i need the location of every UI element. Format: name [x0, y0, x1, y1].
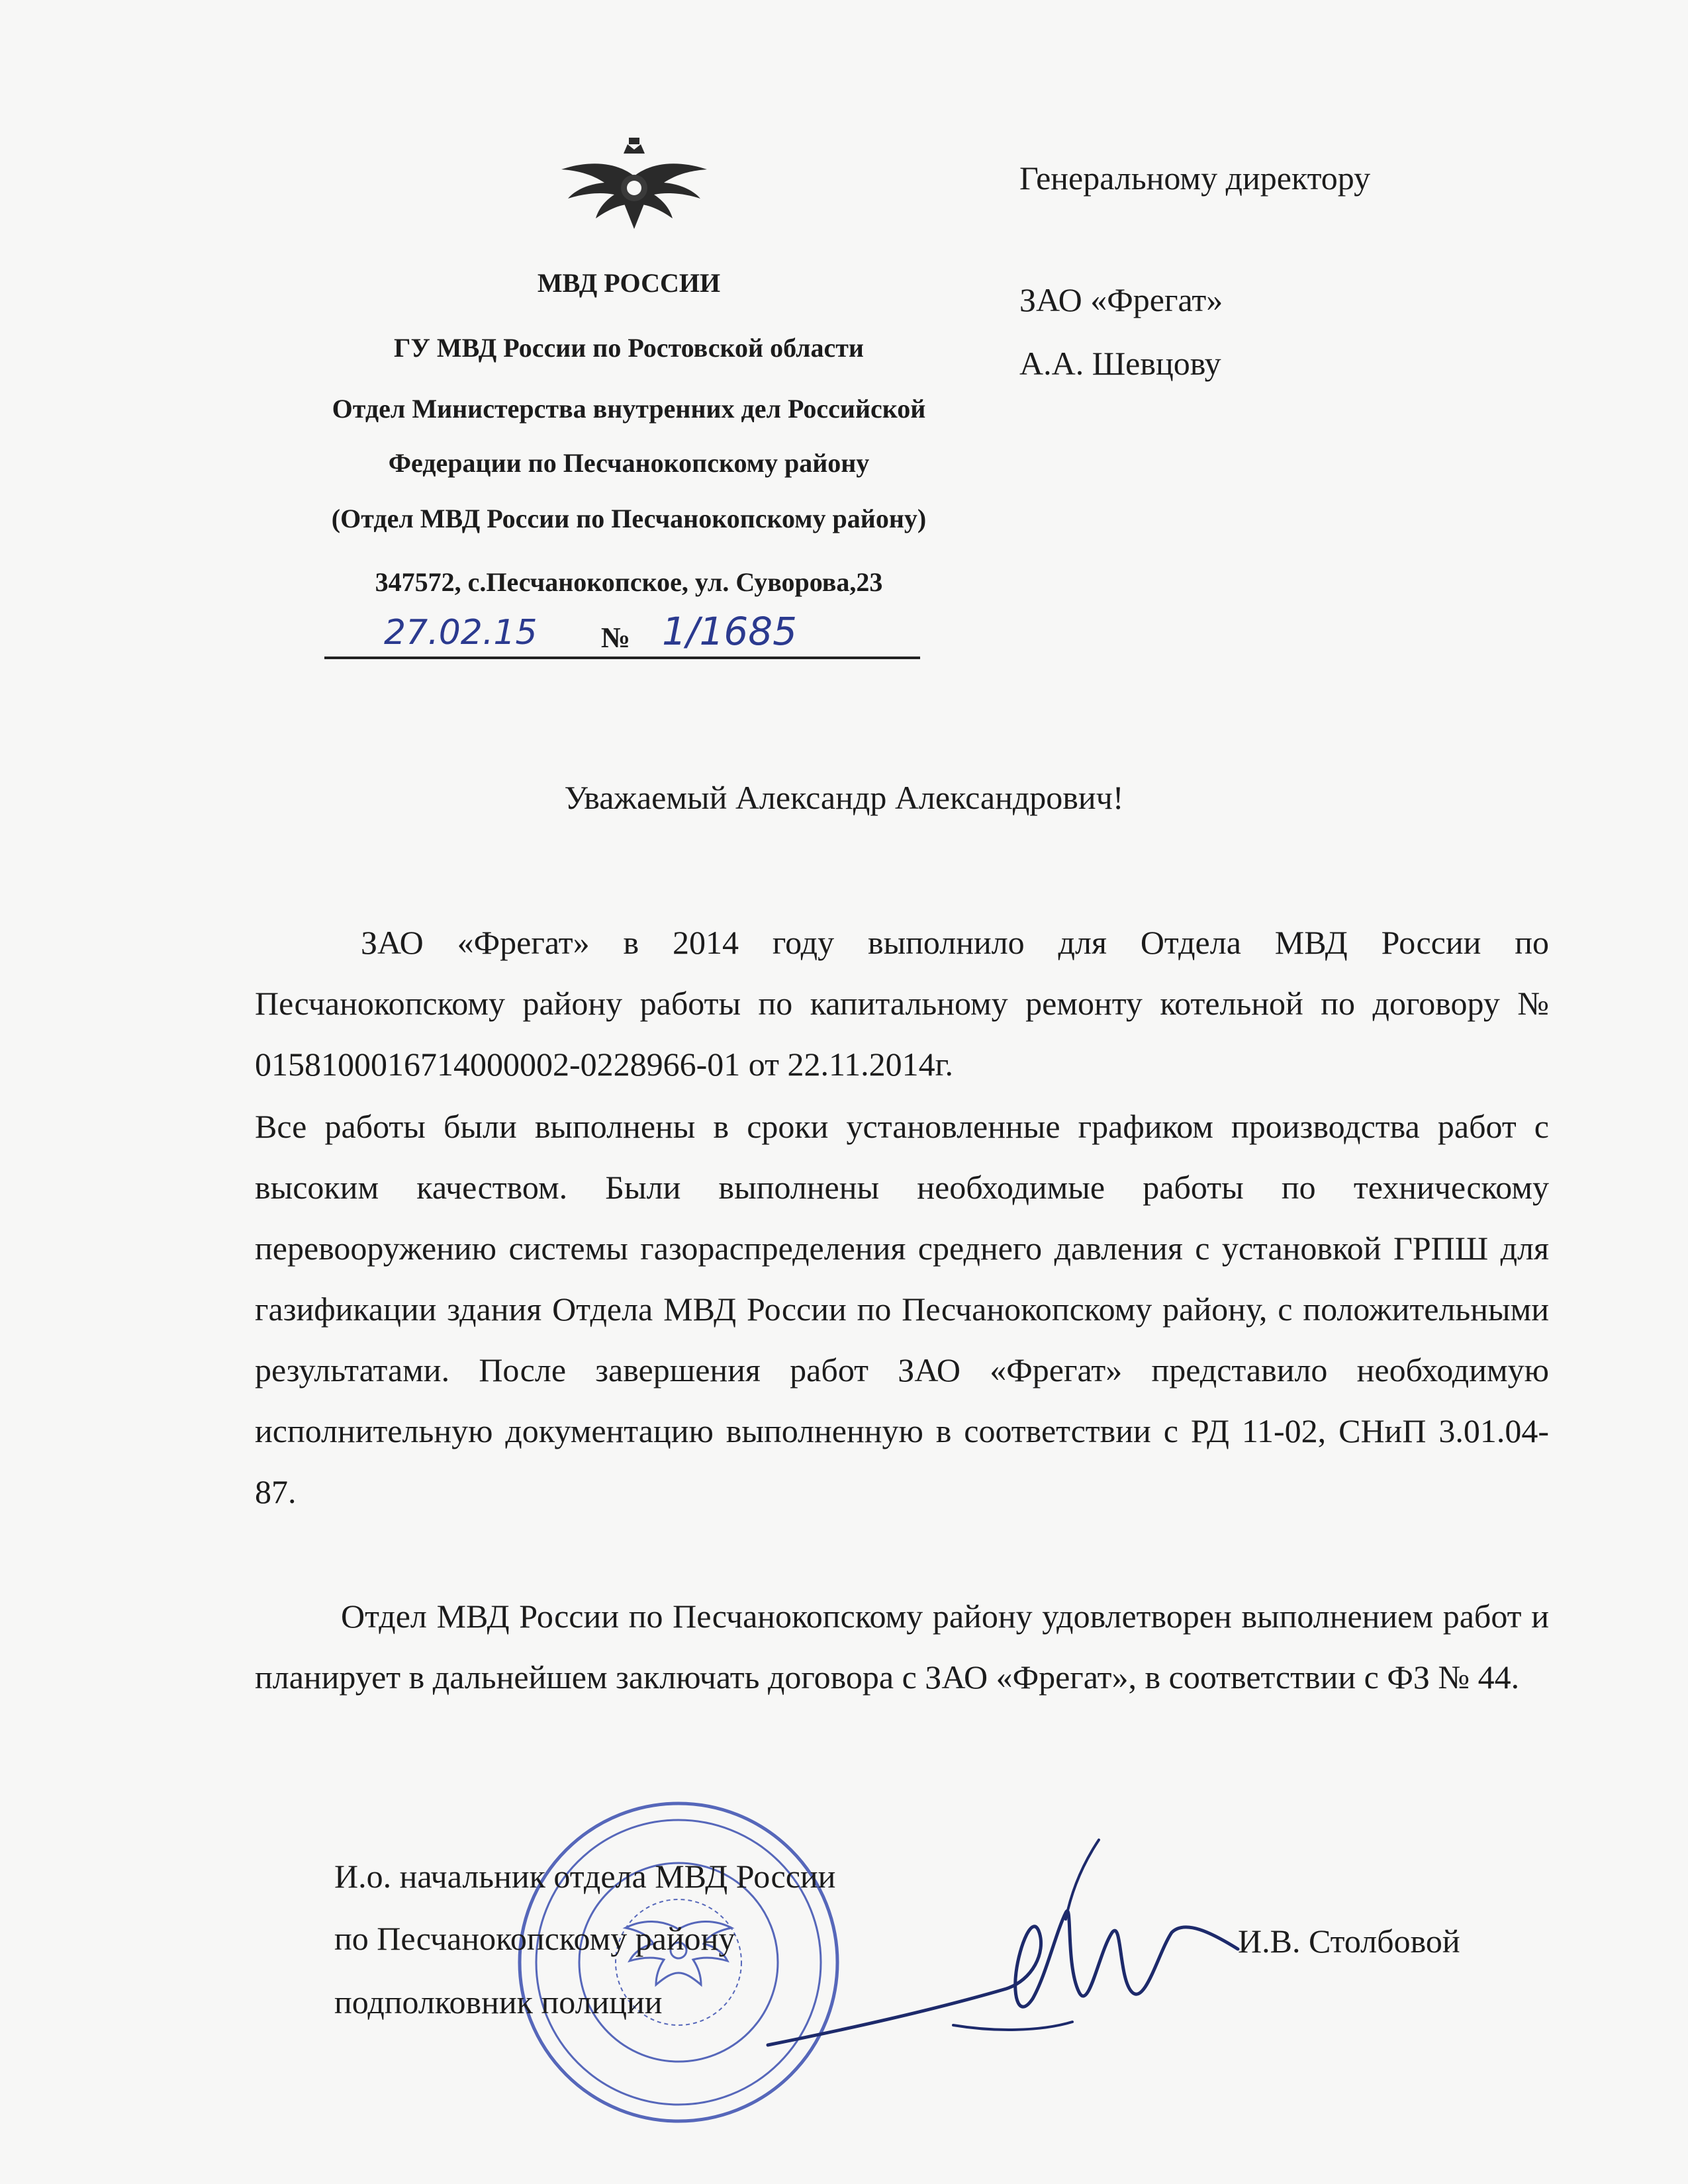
signer-position-line-2: по Песчанокопскому району	[334, 1920, 735, 1957]
registration-underline	[324, 657, 920, 659]
org-line-2: ГУ МВД России по Ростовской области	[394, 333, 864, 363]
signer-rank: подполковник полиции	[334, 1983, 663, 2021]
org-line-4: Федерации по Песчанокопскому району	[388, 448, 870, 478]
org-line-5: (Отдел МВД России по Песчанокопскому району)	[331, 504, 927, 533]
body-paragraph-1: ЗАО «Фрегат» в 2014 году выполнило для Отдела МВД России по Песчанокопскому району работы по капитальному ремонту котельной по договору № 0158100016714000002-0228966-01 от 22.11.2014г.	[255, 924, 1549, 1083]
greeting: Уважаемый Александр Александрович!	[564, 779, 1124, 816]
addressee-position: Генеральному директору	[1019, 159, 1371, 197]
addressee-company: ЗАО «Фрегат»	[1019, 281, 1223, 318]
org-line-3: Отдел Министерства внутренних дел Российской	[332, 394, 926, 424]
org-title: МВД РОССИИ	[537, 268, 721, 298]
handwritten-number: 1/1685	[662, 609, 798, 654]
handwritten-date: 27.02.15	[384, 613, 538, 653]
org-address: 347572, с.Песчанокопское, ул. Суворова,23	[375, 567, 883, 597]
number-sign: №	[600, 621, 631, 654]
body-paragraph-3: Отдел МВД России по Песчанокопскому району удовлетворен выполнением работ и планирует в дальнейшем заключать договора с ЗАО «Фрегат», в соответствии с ФЗ № 44.	[255, 1598, 1549, 1696]
addressee-name: А.А. Шевцову	[1019, 345, 1221, 382]
body-paragraph-2: Все работы были выполнены в сроки установленные графиком производства работ с высоким качеством. Были выполнены необходимые работы по техническому перевооружению системы газораспределения среднего давления с установкой ГРПШ для газификации здания Отдела МВД России по Песчанокопскому району, с положительными результатами. После завершения работ ЗАО «Фрегат» представило необходимую исполнительную документацию выполненную в соответствии с РД 11-02, СНиП 3.01.04-87.	[255, 1108, 1549, 1510]
signer-position-line-1: И.о. начальник отдела МВД России	[334, 1858, 836, 1895]
signer-name: И.В. Столбовой	[1238, 1923, 1460, 1960]
double-headed-eagle-emblem-icon	[555, 130, 714, 236]
handwritten-signature-icon	[755, 1833, 1244, 2071]
